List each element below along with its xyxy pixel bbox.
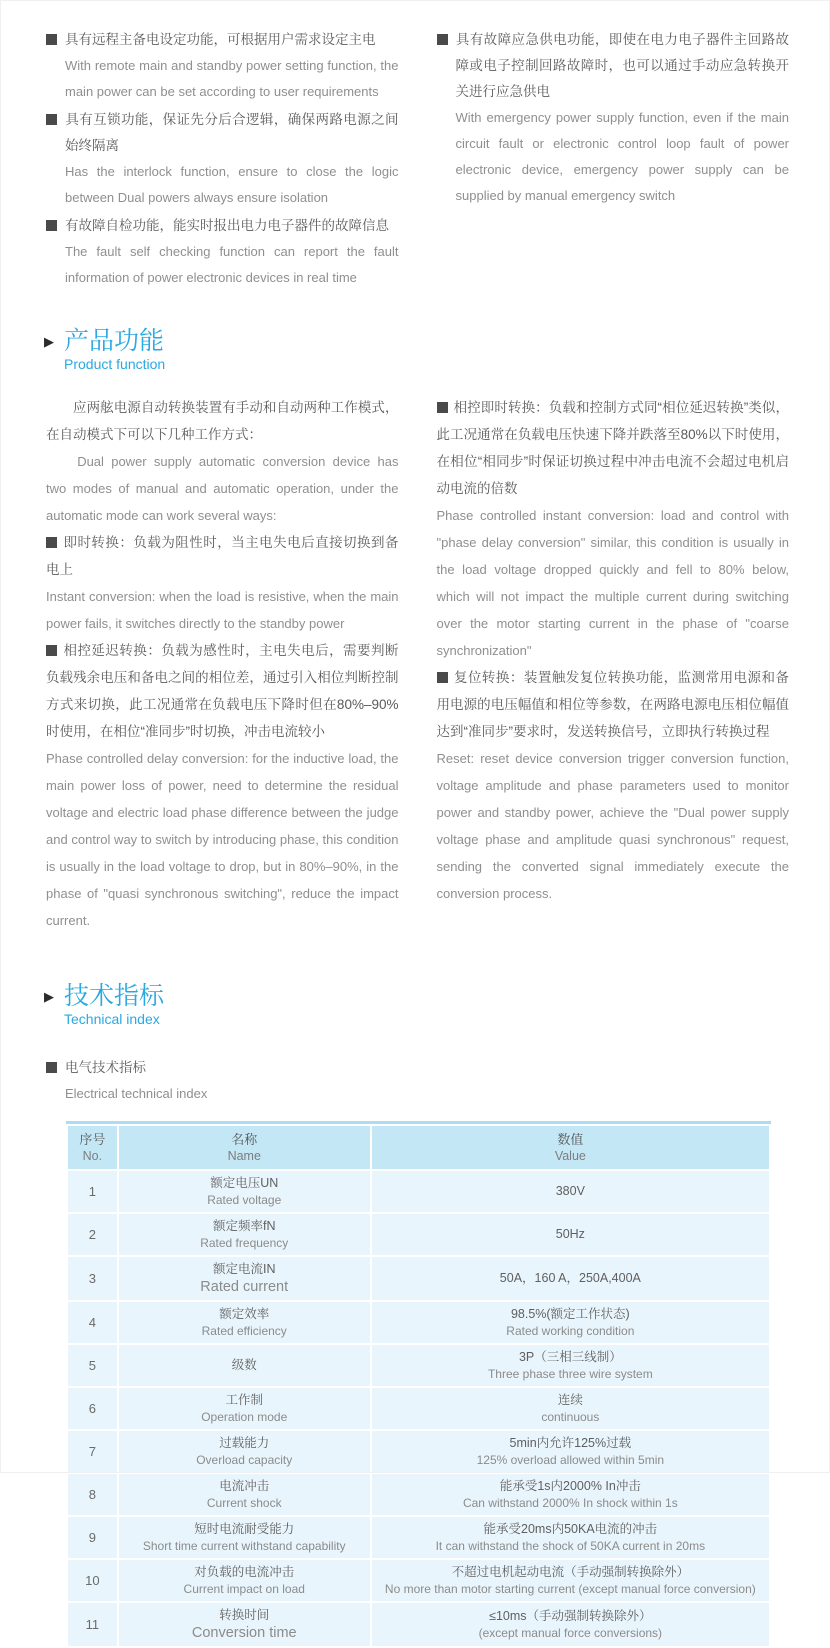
row-number-cell: 6 [68, 1388, 117, 1429]
feature-text-zh: 具有故障应急供电功能，即使在电力电子器件主回路故障或电子控制回路故障时，也可以通过手动应急转换开关进行应急供电 [455, 32, 789, 99]
features-section [46, 27, 789, 293]
paragraph-text-en: Dual power supply automatic conversion device has two modes of manual and automatic operation, under the automatic mode can work several ways: [46, 454, 399, 523]
value-en-cell: No more than motor starting current (except manual force conversion) [384, 1582, 756, 1596]
paragraph-block [437, 664, 790, 907]
features-left-column [46, 27, 399, 293]
value-zh-cell: 98.5%(额定工作状态) [510, 1307, 630, 1321]
value-zh-cell: 50Hz [555, 1227, 585, 1241]
value-zh-cell: 380V [555, 1184, 585, 1198]
row-number-cell: 8 [68, 1474, 117, 1515]
table-row [68, 1345, 769, 1386]
table-row [68, 1302, 769, 1343]
table-row [68, 1388, 769, 1429]
value-zh-cell: 连续 [557, 1393, 583, 1407]
paragraph-block [46, 394, 399, 529]
name-zh-cell: 额定频率fN [212, 1219, 276, 1233]
paragraph-block [437, 394, 790, 664]
value-en-cell: Can withstand 2000% In shock within 1s [462, 1496, 678, 1510]
electrical-spec-table [66, 1121, 771, 1648]
name-en-cell: Short time current withstand capability [142, 1539, 346, 1553]
paragraph-text-en: Phase controlled instant conversion: load and control with "phase delay conversion" similar, this condition is usually in the load voltage dropped quickly and fell to 80% below, which will not impact the multiple current during switching over the motor starting current in the phase of "coarse synchronization" [436, 508, 789, 658]
header-value: 数值 Value [372, 1126, 769, 1169]
name-zh-cell: 转换时间 [219, 1608, 270, 1622]
product-left-column [46, 394, 399, 934]
technical-index-header [44, 982, 789, 1029]
row-number-cell: 10 [68, 1560, 117, 1601]
paragraph-block [46, 637, 399, 934]
name-zh-cell: 级数 [231, 1358, 257, 1372]
row-number-cell: 2 [68, 1214, 117, 1255]
feature-text-en: The fault self checking function can report the fault information of power electronic devices in real time [65, 244, 399, 285]
row-number-cell: 5 [68, 1345, 117, 1386]
name-zh-cell: 额定电流IN [212, 1262, 276, 1276]
name-zh-cell: 电流冲击 [219, 1479, 270, 1493]
triangle-arrow-icon: ▶ [44, 989, 54, 1004]
row-number-cell: 9 [68, 1517, 117, 1558]
name-en-cell: Overload capacity [196, 1453, 293, 1467]
value-zh-cell: ≤10ms（手动强制转换除外） [489, 1609, 652, 1623]
header-no: 序号 No. [68, 1126, 117, 1169]
feature-text-en: With remote main and standby power setting function, the main power can be set according to user requirements [65, 58, 399, 99]
technical-index-title-en: Technical index [64, 1011, 160, 1027]
features-right-column [437, 27, 790, 293]
paragraph-text-en: Reset: reset device conversion trigger conversion function, voltage amplitude and phase parameters used to monitor power and standby power, achieve the "Dual power supply voltage phase and amplitude quasi synchronous" request, sending the converted signal immediately execute the conversion process. [436, 751, 789, 901]
name-zh-cell: 对负载的电流冲击 [194, 1565, 295, 1579]
paragraph-text-zh: 复位转换：装置触发复位转换功能，监测常用电源和备用电源的电压幅值和相位等参数，在两路电源电压相位幅值达到“准同步”要求时，发送转换信号，立即执行转换过程 [436, 670, 789, 739]
feature-item [46, 213, 399, 291]
square-bullet-icon [46, 645, 57, 656]
product-function-header [44, 327, 789, 374]
technical-index-title-zh: 技术指标 [64, 982, 165, 1010]
paragraph-text-en: Phase controlled delay conversion: for the inductive load, the main power loss of power, need to determine the residual voltage and electric load phase difference between the judge and control way to switch by introducing phase, this condition is usually in the load voltage to drop, but in 80%–90%, in the phase of "quasi synchronous switching", reduce the impact current. [46, 751, 399, 928]
value-en-cell: It can withstand the shock of 50KA current in 20ms [435, 1539, 706, 1553]
square-bullet-icon [437, 402, 448, 413]
value-zh-cell: 5min内允许125%过载 [509, 1436, 632, 1450]
table-header-row [68, 1126, 769, 1169]
square-bullet-icon [46, 34, 57, 45]
feature-text-zh: 有故障自检功能，能实时报出电力电子器件的故障信息 [65, 218, 389, 233]
name-en-cell: Conversion time [191, 1625, 297, 1641]
table-row [68, 1431, 769, 1472]
name-en-cell: Rated efficiency [201, 1324, 287, 1338]
paragraph-text-en: Instant conversion: when the load is resistive, when the main power fails, it switches directly to the standby power [46, 589, 399, 631]
product-right-column [437, 394, 790, 934]
paragraph-text-zh: 相控延迟转换：负载为感性时，主电失电后，需要判断负载残余电压和备电之间的相位差，通过引入相位判断控制方式来切换，此工况通常在负载电压下降时但在80%–90%时使用，在相位“准同步”时切换，冲击电流较小 [46, 643, 399, 739]
square-bullet-icon [46, 114, 57, 125]
subheading-en: Electrical technical index [65, 1086, 208, 1101]
name-en-cell: Current shock [206, 1496, 282, 1510]
row-number-cell: 3 [68, 1257, 117, 1300]
feature-item [46, 27, 399, 105]
name-en-cell: Operation mode [201, 1410, 288, 1424]
value-zh-cell: 能承受1s内2000% In冲击 [499, 1479, 641, 1493]
value-zh-cell: 50A，160 A，250A,400A [499, 1271, 641, 1285]
value-en-cell: Rated working condition [506, 1324, 635, 1338]
paragraph-block [46, 529, 399, 637]
name-en-cell: Rated voltage [207, 1193, 282, 1207]
value-zh-cell: 能承受20ms内50KA电流的冲击 [483, 1522, 658, 1536]
feature-text-zh: 具有互锁功能，保证先分后合逻辑，确保两路电源之间始终隔离 [65, 112, 399, 153]
table-row [68, 1474, 769, 1515]
paragraph-text-zh: 相控即时转换：负载和控制方式同“相位延迟转换”类似，此工况通常在负载电压快速下降并跌落至80%以下时使用，在相位“相同步”时保证切换过程中冲击电流不会超过电机启动电流的倍数 [436, 400, 789, 496]
table-row [68, 1257, 769, 1300]
name-zh-cell: 过载能力 [219, 1436, 270, 1450]
table-row [68, 1214, 769, 1255]
name-en-cell: Rated current [200, 1279, 289, 1295]
row-number-cell: 1 [68, 1171, 117, 1212]
header-name: 名称 Name [119, 1126, 370, 1169]
value-en-cell: Three phase three wire system [487, 1367, 653, 1381]
name-zh-cell: 工作制 [225, 1393, 263, 1407]
table-row [68, 1603, 769, 1646]
square-bullet-icon [437, 672, 448, 683]
row-number-cell: 11 [68, 1603, 117, 1646]
feature-item [437, 27, 790, 209]
paragraph-text-zh: 应两舷电源自动转换装置有手动和自动两种工作模式，在自动模式下可以下几种工作方式： [46, 400, 399, 442]
name-en-cell: Rated frequency [200, 1236, 289, 1250]
value-en-cell: continuous [541, 1410, 600, 1424]
value-en-cell: 125% overload allowed within 5min [476, 1453, 665, 1467]
name-zh-cell: 额定电压UN [210, 1176, 279, 1190]
subheading-zh: 电气技术指标 [65, 1060, 146, 1075]
electrical-index-subheading [46, 1055, 789, 1107]
value-en-cell: (except manual force conversions) [478, 1626, 663, 1640]
feature-item [46, 107, 399, 211]
table-row [68, 1560, 769, 1601]
product-function-title-zh: 产品功能 [64, 327, 165, 355]
square-bullet-icon [437, 34, 448, 45]
name-zh-cell: 额定效率 [219, 1307, 270, 1321]
paragraph-text-zh: 即时转换：负载为阻性时，当主电失电后直接切换到备电上 [46, 535, 399, 577]
feature-text-en: With emergency power supply function, even if the main circuit fault or electronic control loop fault of power electronic device, emergency power supply can be supplied by manual emergency switch [455, 110, 789, 203]
value-zh-cell: 不超过电机起动电流（手动强制转换除外） [451, 1565, 690, 1579]
table-row [68, 1517, 769, 1558]
feature-text-en: Has the interlock function, ensure to close the logic between Dual powers always ensure isolation [65, 164, 399, 205]
product-function-body [46, 394, 789, 934]
row-number-cell: 7 [68, 1431, 117, 1472]
square-bullet-icon [46, 220, 57, 231]
feature-text-zh: 具有远程主备电设定功能，可根据用户需求设定主电 [65, 32, 376, 47]
value-zh-cell: 3P（三相三线制） [518, 1350, 622, 1364]
product-function-title-en: Product function [64, 356, 166, 372]
square-bullet-icon [46, 1062, 57, 1073]
square-bullet-icon [46, 537, 57, 548]
triangle-arrow-icon: ▶ [44, 334, 54, 349]
table-row [68, 1171, 769, 1212]
name-en-cell: Current impact on load [183, 1582, 305, 1596]
name-zh-cell: 短时电流耐受能力 [194, 1522, 295, 1536]
row-number-cell: 4 [68, 1302, 117, 1343]
